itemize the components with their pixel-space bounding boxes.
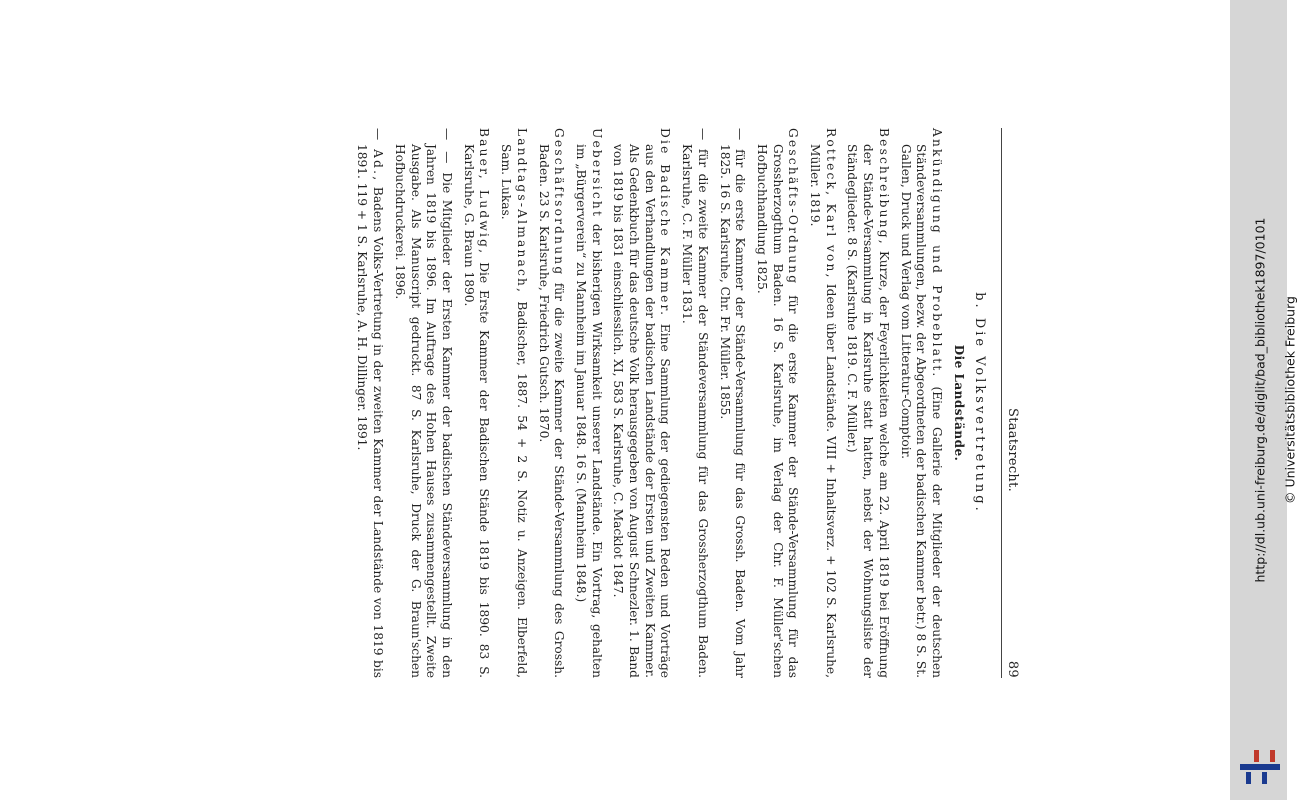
- bibliography-entry: [610, 128, 673, 678]
- section-title: b. Die Volksvertretung.: [972, 292, 987, 514]
- ub-freiburg-logo-icon: [1240, 748, 1280, 786]
- entry-text: Kurze, der Feyerlichkeiten welche am 22. April 1819 bei Eröffnung der Stände-Versammlung in Karlsruhe statt hatten, nebst der Wohnungsliste der Ständeglieder. 8 S. (Karlsruhe 1819. C. F. Müller.): [845, 144, 891, 678]
- entry-text: Badens Volks-Vertretung in der zweiten Kammer der Landstände von 1819 bis 1891. 119 + 1 S. Karlsruhe, A. H. Dillinger. 1891.: [355, 144, 386, 678]
- source-url-link[interactable]: http://dl.ub.uni-freiburg.de/diglit/bad_bibliothek1897/0101: [1252, 217, 1268, 583]
- entry-text: für die erste Kammer der Stände-Versammlung für das Grossh. Baden. Vom Jahr 1825. 16 S. Karlsruhe, Chr. Fr. Müller. 1855.: [717, 142, 748, 678]
- bibliography-entry: [497, 128, 528, 678]
- entry-author: Die Badische Kammer.: [658, 128, 673, 318]
- bibliography-entry: [354, 128, 385, 678]
- entry-author: Geschäftsordnung: [552, 128, 567, 277]
- entry-text: Eine Sammlung der gediegensten Reden und Vorträge aus den Verhandlungen der badischen Landstände der Ersten und Zweiten Kammer. Als Gedenkbuch für das deutsche Volk herausgegeben von August Schnezler. 1. Band von 1819 bis 1831 einschliesslich. XI, 583 S. Karlsruhe, C. Macklot 1847.: [611, 144, 673, 678]
- copyright-text: © Universitätsbibliothek Freiburg: [1282, 296, 1298, 504]
- entry-text: für die zweite Kammer der Ständeversammlung für das Grossherzogthum Baden. Karlsruhe, C. F. Müller 1831.: [680, 142, 710, 678]
- bibliography-entry: [535, 128, 566, 678]
- bibliography-entry: [460, 128, 491, 678]
- entry-text: für die zweite Kammer der Stände-Versammlung des Grossh. Baden. 23 S. Karlsruhe, Friedrich Gutsch. 1870.: [536, 144, 567, 678]
- entry-text: der bisherigen Wirksamkeit unserer Landstände. Ein Vortrag, gehalten im „Bürgerverein“ zu Mannheim im Januar 1848. 16 S. (Mannheim 1848.): [573, 144, 604, 678]
- entry-author: — —: [440, 128, 455, 166]
- bibliography-entry: [678, 128, 709, 678]
- bibliography-entry: [716, 128, 747, 678]
- entry-author: Geschäfts-Ordnung: [786, 128, 801, 286]
- entry-author: Landtags-Almanach,: [514, 128, 529, 295]
- bibliography-entry: [844, 128, 891, 678]
- bibliography-entry: [391, 128, 454, 678]
- entry-text: (Eine Gallerie der Mitglieder der deutschen Ständeversammlungen, bezw. der Abgeordneten der badischen Kammer betr.) 8 S. St. Gallen, Druck und Verlag vom Litteratur-Comptoir.: [898, 144, 944, 678]
- page-header: [1001, 128, 1020, 678]
- entry-author: Beschreibung,: [876, 128, 891, 246]
- entry-author: Uebersicht: [589, 128, 604, 219]
- entry-author: Rotteck, Karl von,: [823, 128, 838, 280]
- bibliography-entry: [897, 128, 944, 678]
- page-number: 89: [1005, 660, 1020, 678]
- rotated-page-content: [120, 128, 1020, 678]
- bibliography-entry: [753, 128, 800, 678]
- bibliography-entry: [806, 128, 837, 678]
- entry-author: —: [695, 128, 710, 143]
- entry-author: Bauer, Ludwig,: [477, 128, 492, 256]
- side-strip: [1230, 0, 1298, 800]
- bibliography-list: [354, 128, 944, 678]
- entry-text: Badischer, 1887. 54 + 2 S. Notiz u. Anzeigen. Elberfeld, Sam. Lukas.: [499, 144, 529, 678]
- page-header-title: Staatsrecht.: [1005, 408, 1020, 493]
- entry-author: — Ad.,: [371, 128, 386, 183]
- entry-author: Ankündigung und Probeblatt.: [930, 128, 944, 379]
- entry-text: Die Erste Kammer der Badischen Stände 1819 bis 1890. 83 S. Karlsruhe, G. Braun 1890.: [461, 144, 492, 678]
- entry-text: Die Mitglieder der Ersten Kammer der badischen Ständeversammlung in den Jahren 1819 bis 1896. Im Auftrage des Hohen Hauses zusammengestellt. Zweite Ausgabe. Als Manuscript gedruckt. 87 S. Karlsruhe, Druck der G. Braun'schen Hofbuchdruckerei. 1896.: [392, 144, 455, 678]
- subsection-title: Die Landstände.: [952, 344, 966, 462]
- entry-author: —: [733, 128, 748, 143]
- entry-text: Ideen über Landstände. VIII + Inhaltsverz. + 102 S. Karlsruhe, Müller. 1819.: [808, 144, 838, 679]
- bibliography-entry: [572, 128, 603, 678]
- entry-text: für die erste Kammer der Stände-Versammlung für das Grossherzogthum Baden. 16 S. Karlsruhe, im Verlag der Chr. F. Müller'schen Hofbuchhandlung 1825.: [754, 144, 801, 678]
